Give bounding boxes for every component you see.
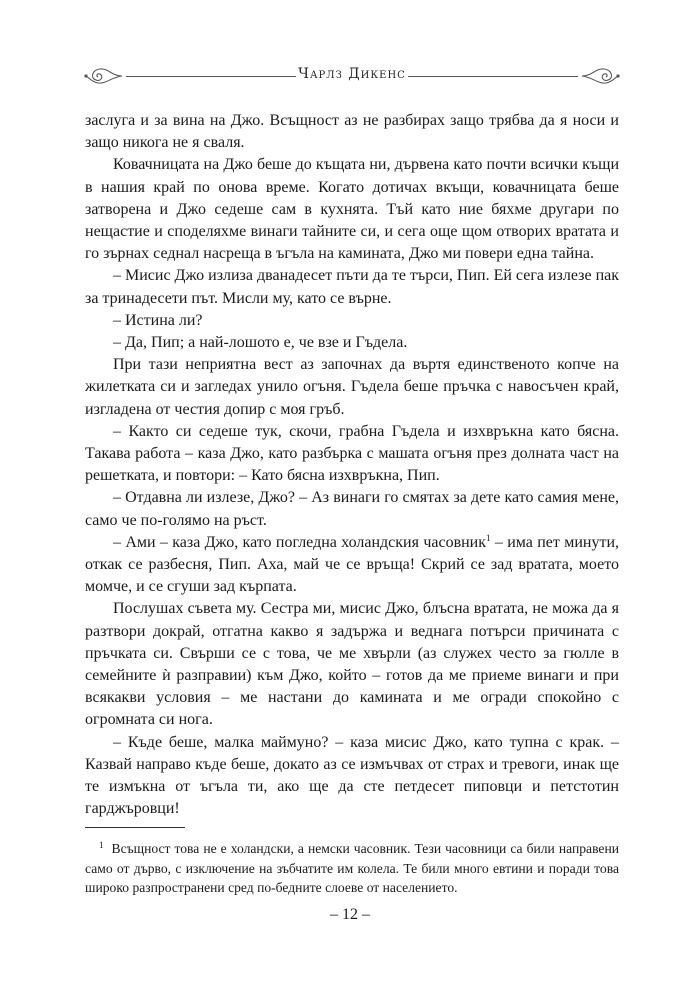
paragraph-with-footnote xyxy=(85,532,619,599)
paragraph-part: – има пет минути, откак се разбесня, Пип. Аха, май че се връща! Скрий се зад вратата, моето момче, и се сгуши зад кърпата. xyxy=(85,533,619,596)
footnote xyxy=(85,836,619,898)
paragraph: заслуга и за вина на Джо. Всъщност аз не разбирах защо трябва да я носи и защо никога не я сваля. xyxy=(85,112,619,152)
page-number: – 12 – xyxy=(330,906,370,923)
footnote-mark: 1 xyxy=(99,840,104,850)
paragraph: – Къде беше, малка маймуно? – каза мисис Джо, като тупна с крак. – Казвай направо къде беше, докато аз се измъчвах от страх и тревоги, инак ще те измъкна от ъгъла ти, ако ще да сте петдесет пиповци и петстотин гарджъровци! xyxy=(85,733,619,818)
paragraph: При тази неприятна вест аз започнах да въртя единственото копче на жилетката си и загледах унило огъня. Гъдела беше пръчка с навосъчен край, изгладена от честия допир с моя гръб. xyxy=(85,356,619,418)
body-text xyxy=(85,110,619,821)
paragraph: – Както си седеше тук, скочи, грабна Гъдела и изхвръкна като бясна. Такава работа – каза Джо, като разбърка с машата огъня през долната част на решетката, и повтори: – Като бясна изхвръкна, Пип. xyxy=(85,422,619,485)
footnote-text: Всъщност това не е холандски, а немски часовник. Тези часовници са били направени само от дърво, с изключение на зъбчатите им колела. Те били много евтини и поради това широко разпространени сред по-бедните слоеве от населението. xyxy=(85,841,619,895)
paragraph: Ковачницата на Джо беше до къщата ни, дървена като почти всички къщи в нашия край по онова време. Когато дотичах вкъщи, ковачницата беше затворена и Джо седеше сам в кухнята. Тъй като ние бяхме другари по нещастие и споделяхме винаги тайните си, и сега още щом отворих вратата и го зърнах седнал насреща в ъгъла на камината, Джо ми повери една тайна. xyxy=(85,156,619,263)
paragraph: – Отдавна ли излезе, Джо? – Аз винаги го смятах за дете като самия мене, само че по-голямо на ръст. xyxy=(85,489,619,529)
running-header xyxy=(82,62,622,92)
paragraph: Послушах съвета му. Сестра ми, мисис Джо, блъсна вратата, не можа да я разтвори докрай, отгатна какво я задържа и веднага потърси причината с пръчката си. Свърши се с това, че ме хвърли (аз служех често за гюлле в семейните ѝ разправии) към Джо, който – готов да ме приеме винаги и при всякакви условия – ме настани до камината и ме огради спокойно с огромната си нога. xyxy=(85,600,619,729)
footnote-reference: 1 xyxy=(486,532,491,543)
footnote-rule xyxy=(85,827,185,828)
paragraph: – Истина ли? xyxy=(113,311,203,329)
running-title: Чарлз Дикенс xyxy=(298,66,406,82)
header-rule-right xyxy=(408,76,578,77)
paragraph: – Да, Пип; а най-лошото е, че взе и Гъдела. xyxy=(113,334,408,352)
ornament-right-icon xyxy=(578,64,622,88)
paragraph: – Мисис Джо излиза дванадесет пъти да те търси, Пип. Ей сега излезе пак за тринадесети път. Мисли му, като се върне. xyxy=(85,267,620,307)
paragraph-part: – Ами – каза Джо, като погледна холандския часовник xyxy=(113,533,487,551)
